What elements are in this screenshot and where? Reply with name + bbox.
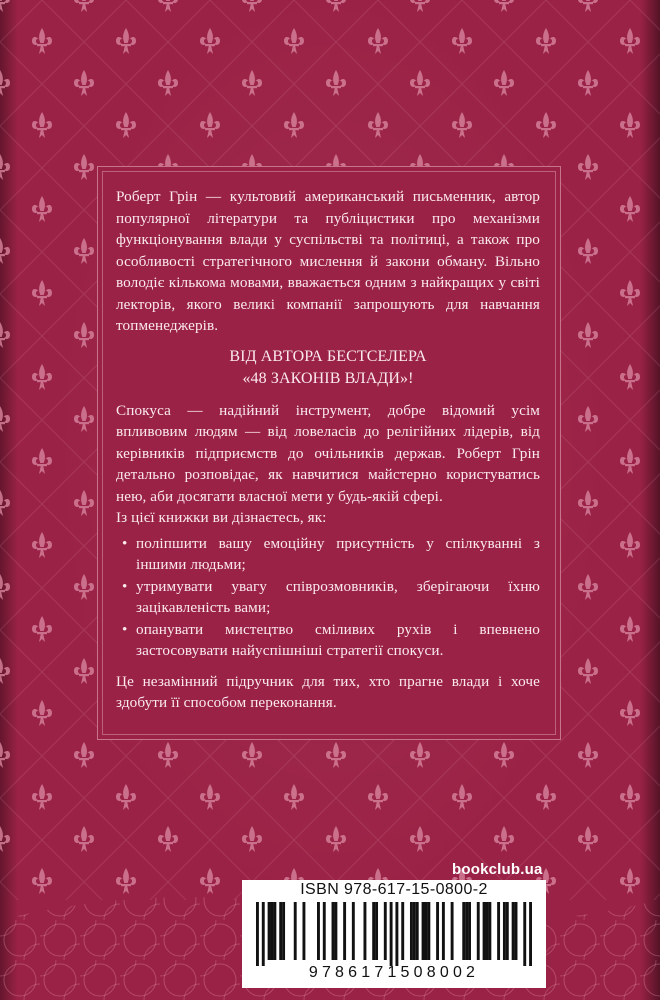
- barcode-bar: [317, 902, 320, 960]
- bullet-icon: •: [122, 620, 128, 638]
- barcode-bar: [483, 902, 486, 960]
- closing-paragraph: Це незамінний підручник для тих, хто прагне влади і хоче здобути її способом переконання.: [116, 672, 540, 711]
- barcode-bars: [256, 902, 532, 966]
- barcode-bar: [271, 902, 274, 960]
- benefits-list: [116, 533, 540, 662]
- barcode-bar: [384, 902, 387, 960]
- barcode-bar: [334, 902, 337, 960]
- list-item-text: опанувати мистецтво сміливих рухів і впевнено застосовувати найуспішніші стратегії спокуси.: [136, 620, 540, 659]
- list-item-text: поліпшити вашу емоційну присутність у спілкуванні з іншими людьми;: [136, 534, 540, 573]
- book-paragraph: Спокуса — надійний інструмент, добре відомий усім впливовим людям — від ловеласів до релігійних лідерів, від керівників підприємств до очільників держав. Роберт Грін детально розповідає, як навчитися майстерно користуватись нею, аби досягати власної мети у будь-якій сфері.: [116, 401, 540, 505]
- barcode-bar: [427, 902, 430, 960]
- barcode-bar: [488, 902, 491, 960]
- barcode-bar: [477, 902, 480, 960]
- barcode-bar: [486, 902, 489, 960]
- barcode-bar: [503, 902, 506, 960]
- list-intro: Із цієї книжки ви дізнаєтесь, як:: [116, 509, 327, 526]
- barcode-bar: [436, 902, 439, 960]
- bullet-icon: •: [122, 534, 128, 552]
- barcode-bar: [401, 902, 404, 960]
- isbn-label: ISBN 978-617-15-0800-2: [300, 881, 488, 898]
- barcode-bar: [390, 902, 393, 966]
- barcode-bar: [497, 902, 500, 960]
- barcode-bar: [256, 902, 259, 966]
- barcode-bar: [343, 902, 346, 960]
- barcode-bar: [465, 902, 468, 960]
- barcode-bar: [352, 902, 355, 960]
- barcode-bar: [294, 902, 297, 960]
- barcode-bar: [410, 902, 413, 960]
- list-item: [116, 576, 540, 619]
- barcode-bar: [302, 902, 305, 960]
- barcode-bar: [442, 902, 445, 960]
- barcode-bar: [451, 902, 454, 960]
- barcode-bar: [422, 902, 425, 960]
- barcode-bar: [506, 902, 509, 960]
- bestseller-headline: [116, 346, 540, 390]
- barcode-digits: 9786171508002: [308, 964, 480, 981]
- barcode-bar: [273, 902, 276, 960]
- barcode-bar: [279, 902, 282, 960]
- barcode-bar: [375, 902, 378, 960]
- bullet-icon: •: [122, 577, 128, 595]
- barcode-bar: [262, 902, 265, 966]
- barcode-bar: [363, 902, 366, 960]
- barcode-bar: [523, 902, 526, 966]
- barcode-bar: [468, 902, 471, 960]
- list-item: [116, 533, 540, 576]
- barcode-bar: [462, 902, 465, 960]
- publisher-website: bookclub.ua: [452, 861, 543, 878]
- isbn-barcode: [242, 880, 546, 988]
- barcode-bar: [323, 902, 326, 960]
- barcode-bar: [515, 902, 518, 960]
- barcode-bar: [413, 902, 416, 960]
- author-paragraph: Роберт Грін — культовий американський письменник, автор популярної літератури та публіцистики про механізми функціонування влади у суспільстві та політиці, а також про особливості стратегічного мислення й закони обману. Вільно володіє кількома мовами, вважається одним з найкращих у світі лекторів, якого великі компанії запрошують для навчання топменеджерів.: [116, 188, 540, 334]
- blurb-text: [116, 186, 540, 714]
- list-item-text: утримувати увагу співрозмовників, зберігаючи їхню зацікавленість вами;: [136, 577, 540, 616]
- barcode-bar: [529, 902, 532, 966]
- barcode-bar: [332, 902, 335, 960]
- list-item: [116, 619, 540, 662]
- headline-line-1: ВІД АВТОРА БЕСТСЕЛЕРА: [229, 347, 427, 365]
- barcode-bar: [395, 902, 398, 966]
- barcode-bar: [425, 902, 428, 960]
- barcode-bar: [268, 902, 271, 960]
- barcode-bar: [416, 902, 419, 960]
- barcode-bar: [282, 902, 285, 960]
- headline-line-2: «48 ЗАКОНІВ ВЛАДИ»!: [242, 369, 414, 387]
- barcode-bar: [512, 902, 515, 960]
- barcode-bar: [372, 902, 375, 960]
